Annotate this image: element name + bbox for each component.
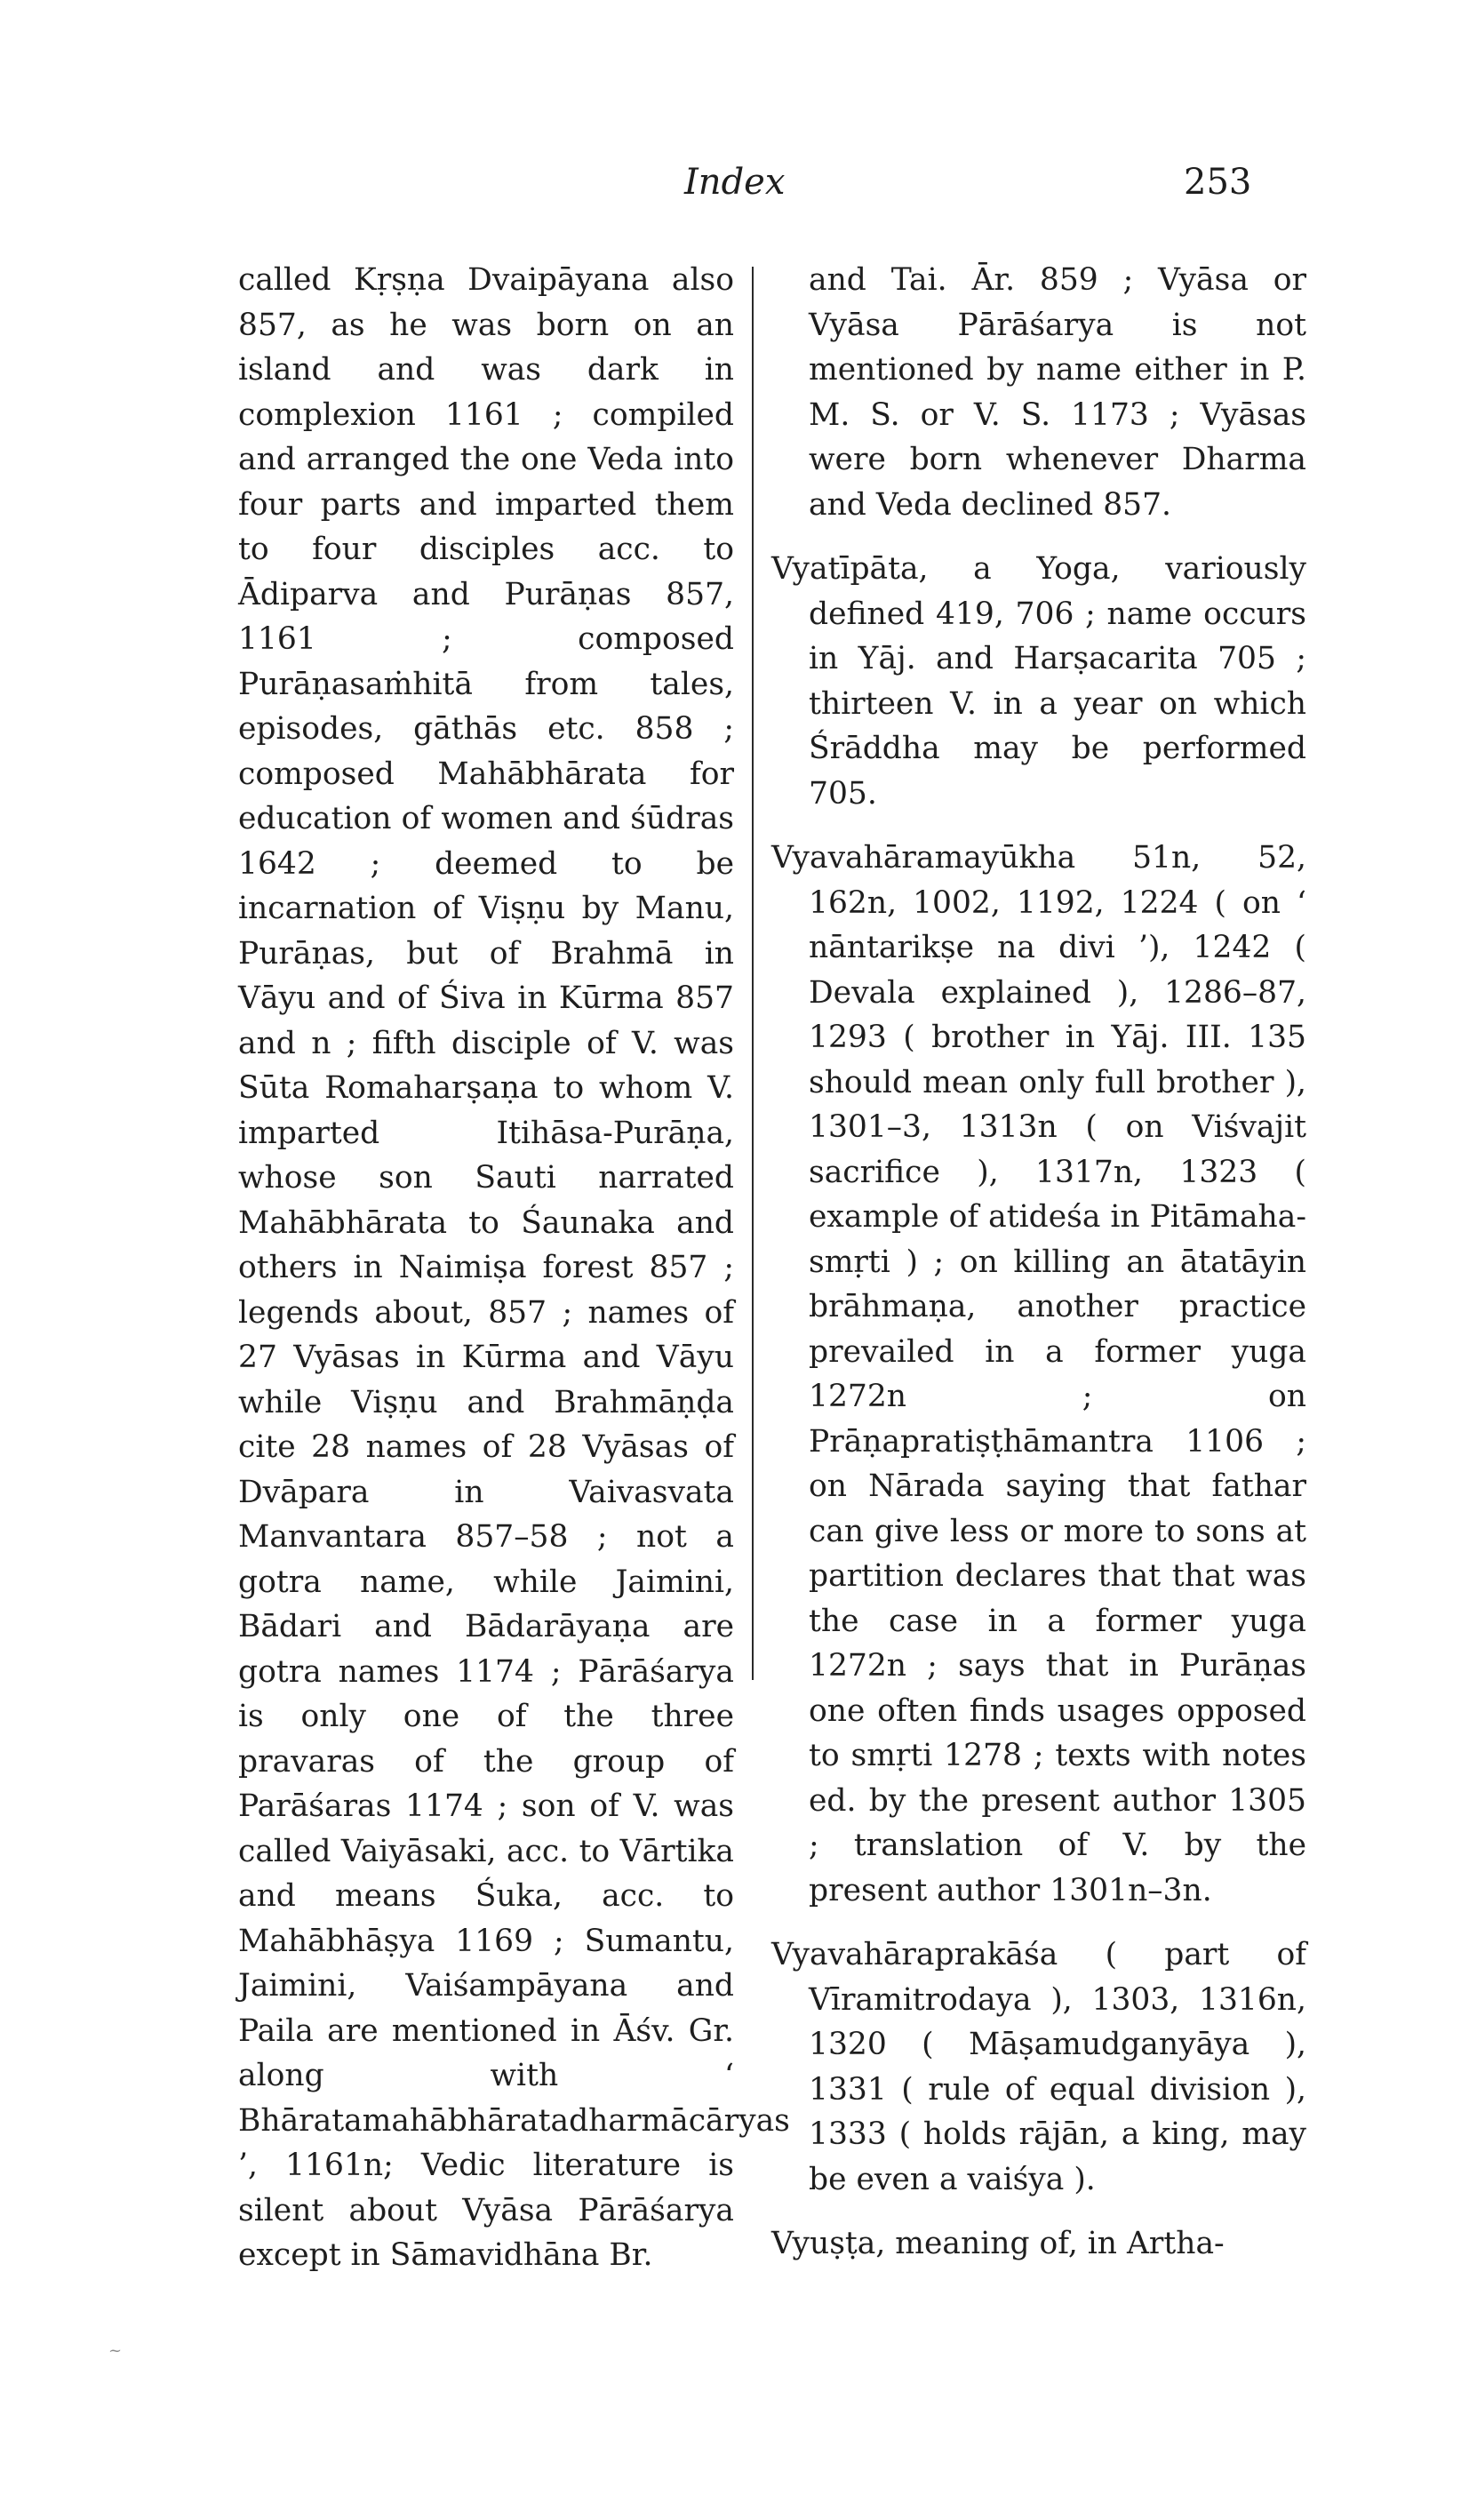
index-entry-vyavaharamayukha: Vyavahāramayūkha 51n, 52, 162n, 1002, 1192, 1224 ( on ‘ nāntarikṣe na divi ’), 1242 ( Devala explained ), 1286–87, 1293 ( brother in Yāj. III. 135 should mean only full brother ), 1301–3, 1313n ( on Viśvajit sacrifice ), 1317n, 1323 ( example of atideśa in Pitāmaha-smṛti ) ; on killing an ātatāyin brāhmaṇa, another practice prevailed in a former yuga 1272n ; on Prāṇapratiṣṭhāmantra 1106 ; on Nārada saying that fathar can give less or more to sons at partition declares that that was the case in a former yuga 1272n ; says that in Purāṇas one often finds usages opposed to smṛti 1278 ; texts with notes ed. by the present author 1305 ; translation of V. by the present author 1301n–3n. xyxy=(771,840,1307,1908)
index-entry-vyatipata: Vyatīpāta, a Yoga, variously defined 419, 706 ; name occurs in Yāj. and Harṣacarita 705 ; thirteen V. in a year on which Śrāddha may be performed 705. xyxy=(771,551,1306,812)
column-divider xyxy=(752,267,754,1680)
index-entry-vyavaharaprakasa: Vyavahāraprakāśa ( part of Vīramitrodaya ), 1303, 1316n, 1320 ( Māṣamudganyāya ), 1331 ( rule of equal division ), 1333 ( holds rājān, a king, may be even a vaiśya ). xyxy=(771,1937,1306,2197)
page-number: 253 xyxy=(1184,162,1252,203)
scan-artifact: ~ xyxy=(108,2341,123,2360)
left-column xyxy=(238,258,790,2278)
right-column xyxy=(771,258,1306,2286)
page-title: Index xyxy=(684,162,786,203)
left-column-text: called Kṛṣṇa Dvaipāyana also 857, as he was born on an island and was dark in complexion 1161 ; compiled and arranged the one Veda into four parts and imparted them to four disciples acc. to Ādiparva and Purāṇas 857, 1161 ; composed Purāṇasaṁhitā from tales, episodes, gāthās etc. 858 ; composed Mahābhārata for education of women and śūdras 1642 ; deemed to be incarnation of Viṣṇu by Manu, Purāṇas, but of Brahmā in Vāyu and of Śiva in Kūrma 857 and n ; fifth disciple of V. was Sūta Romaharṣaṇa to whom V. imparted Itihāsa-Purāṇa, whose son Sauti narrated Mahābhārata to Śaunaka and others in Naimiṣa forest 857 ; legends about, 857 ; names of 27 Vyāsas in Kūrma and Vāyu while Viṣṇu and Brahmāṇḍa cite 28 names of 28 Vyāsas of Dvāpara in Vaivasvata Manvantara 857–58 ; not a gotra name, while Jaimini, Bādari and Bādarāyaṇa are gotra names 1174 ; Pārāśarya is only one of the three pravaras of the group of Parāśaras 1174 ; son of V. was called Vaiyāsaki, acc. to Vārtika and means Śuka, acc. to Mahābhāṣya 1169 ; Sumantu, Jaimini, Vaiśampāyana and Paila are mentioned in Āśv. Gr. along with ‘ Bhāratamahābhāratadharmācāryas ’, 1161n; Vedic literature is silent about Vyāsa Pārāśarya except in Sāmavidhāna Br. xyxy=(238,262,790,2273)
index-entry-vyusta: Vyuṣṭa, meaning of, in Artha- xyxy=(771,2226,1225,2261)
continuation-text: and Tai. Ār. 859 ; Vyāsa or Vyāsa Pārāśarya is not mentioned by name either in P. M. S. or V. S. 1173 ; Vyāsas were born whenever Dharma and Veda declined 857. xyxy=(809,262,1306,523)
running-head xyxy=(0,162,1469,215)
